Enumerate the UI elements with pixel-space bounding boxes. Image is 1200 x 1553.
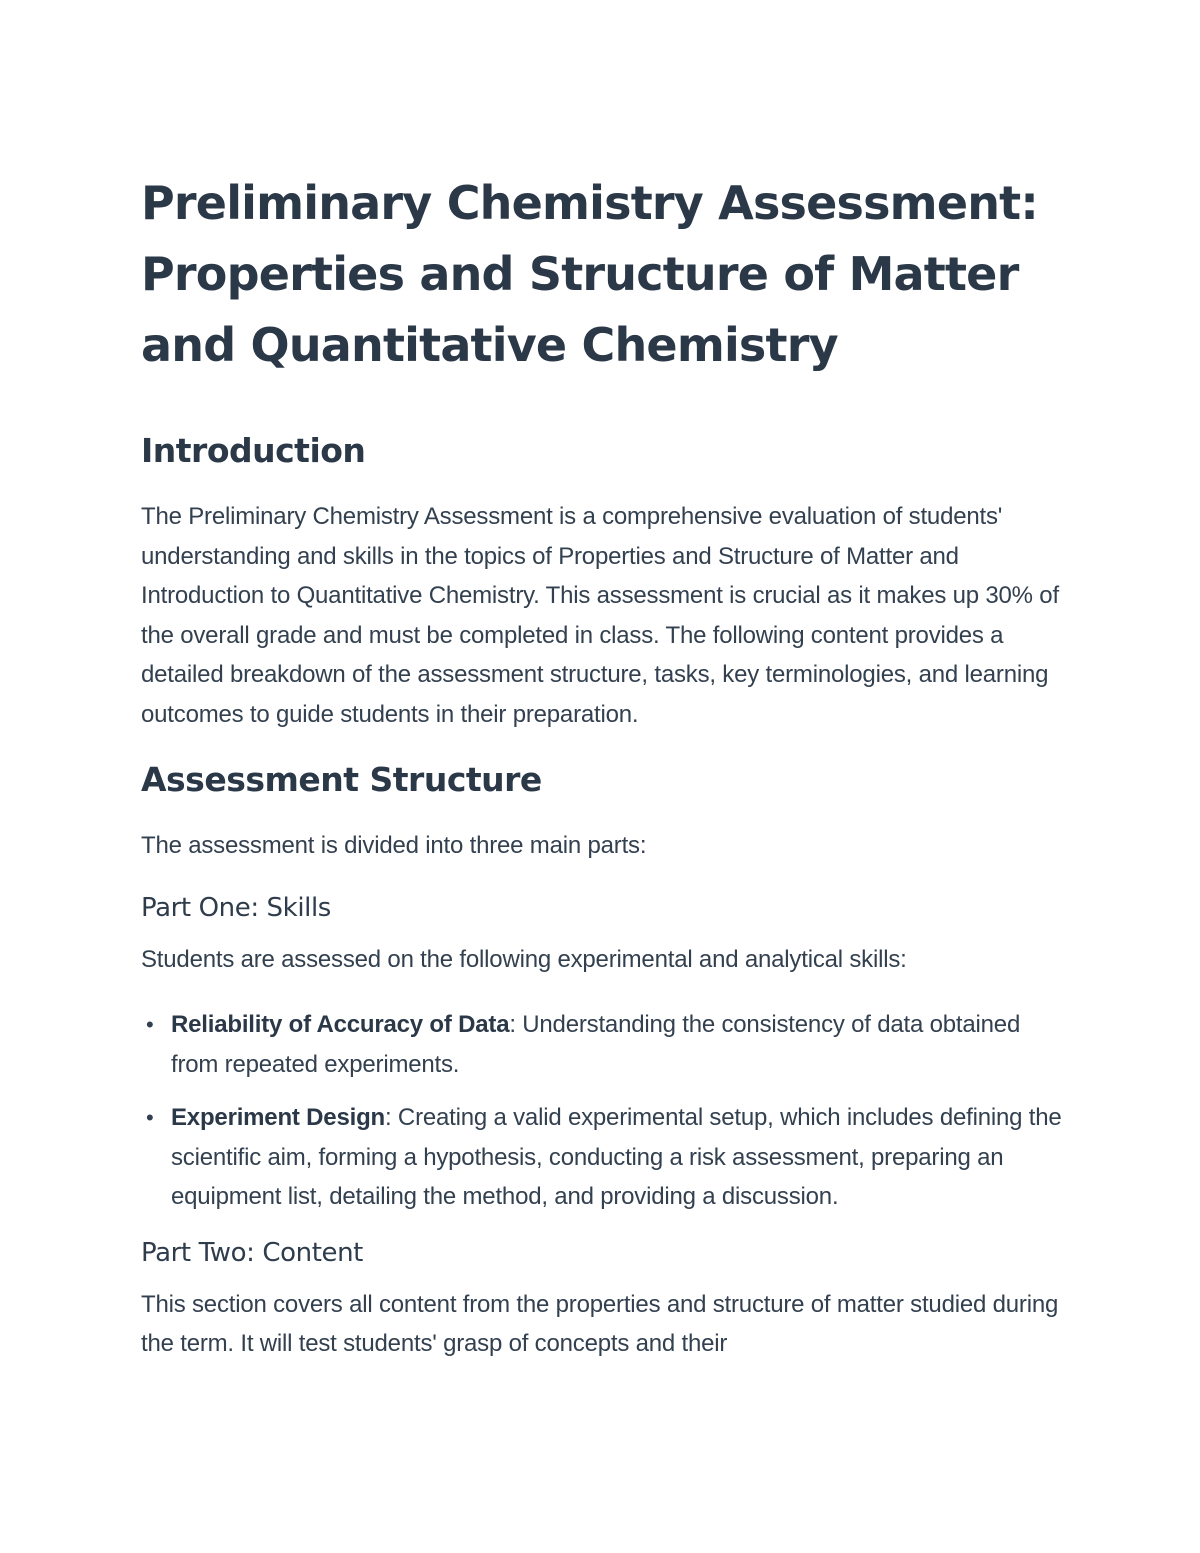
assessment-structure-heading: Assessment Structure [141,760,542,799]
list-item [146,1098,1066,1217]
part-two-paragraph: This section covers all content from the properties and structure of matter studied during the term. It will test students' grasp of concepts and their [141,1290,1059,1357]
list-item [146,1005,1066,1084]
list-item-text: : Understanding the consistency of data obtained from repeated experiments. [171,1011,1021,1078]
bullet-icon: • [146,1012,154,1037]
part-one-intro: Students are assessed on the following experimental and analytical skills: [141,945,907,973]
part-two-heading: Part Two: Content [141,1237,363,1268]
part-one-heading: Part One: Skills [141,892,331,923]
introduction-heading: Introduction [141,431,366,470]
skills-list [141,1005,1066,1217]
assessment-structure-intro: The assessment is divided into three main parts: [141,832,647,859]
list-item-term: Experiment Design [171,1104,385,1131]
bullet-icon: • [146,1105,154,1130]
list-item-term: Reliability of Accuracy of Data [171,1011,510,1038]
introduction-paragraph: The Preliminary Chemistry Assessment is a comprehensive evaluation of students' understanding and skills in the topics of Properties and Structure of Matter and Introduction to Quantitative Chemistry. This assessment is crucial as it makes up 30% of the overall grade and must be completed in class. The following content provides a detailed breakdown of the assessment structure, tasks, key terminologies, and learning outcomes to guide students in their preparation. [141,503,1059,728]
document-page [141,168,1066,1390]
list-item-text: : Creating a valid experimental setup, which includes defining the scientific aim, forming a hypothesis, conducting a risk assessment, preparing an equipment list, detailing the method, and providing a discussion. [171,1104,1062,1210]
document-title: Preliminary Chemistry Assessment: Properties and Structure of Matter and Quantitative Chemistry [141,176,1038,372]
